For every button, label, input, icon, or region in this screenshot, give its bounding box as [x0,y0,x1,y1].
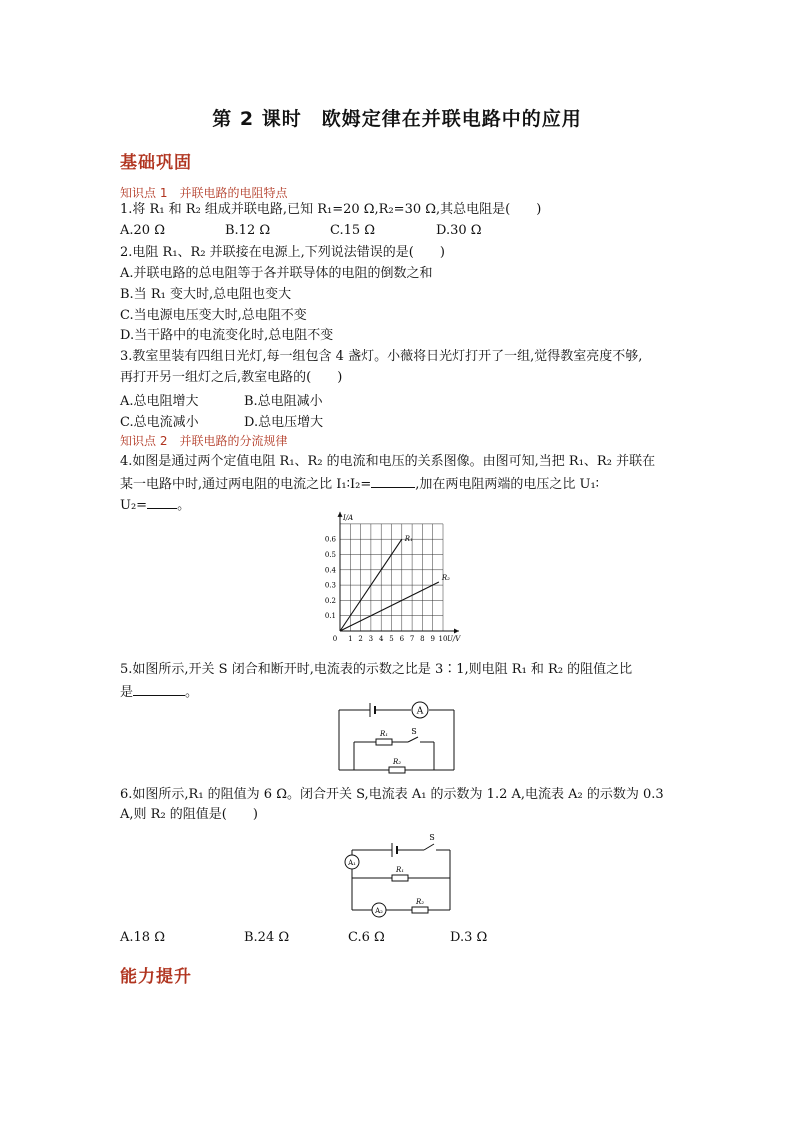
question-4-line-3 [120,495,190,515]
series-label-2: R₂ [441,574,450,583]
section-heading-advanced: 能力提升 [120,967,192,987]
resistor-r1-icon [376,739,392,745]
q2-option-d: D.当干路中的电流变化时,总电阻不变 [120,328,334,343]
circuit-diagram-5 [334,698,460,778]
series-label-1: R₁ [404,535,413,544]
q1-option-c: C.15 Ω [330,223,376,238]
question-3-line-2: 再打开另一组灯之后,教室电路的( ) [120,370,343,385]
section-heading-basic: 基础巩固 [120,153,192,173]
x-tick-label: 3 [368,635,374,643]
x-tick-label: 1 [348,635,353,643]
question-3-line-1: 3.教室里装有四组日光灯,每一组包含 4 盏灯。小薇将日光灯打开了一组,觉得教室亮度不够, [120,349,643,364]
switch-label: S [429,833,435,842]
q6-option-c: C.6 Ω [348,930,385,945]
q6-option-d: D.3 Ω [450,930,488,945]
q2-option-a: A.并联电路的总电阻等于各并联导体的电阻的倒数之和 [120,266,433,281]
question-4-line-1: 4.如图是通过两个定值电阻 R₁、R₂ 的电流和电压的关系图像。由图可知,当把 R₁、R₂ 并联在 [120,454,656,469]
x-tick-label: 7 [409,635,415,643]
resistor-r1-icon [392,875,408,881]
knowledge-point-1: 知识点 1 并联电路的电阻特点 [120,186,288,200]
x-tick-label: 4 [378,635,384,643]
resistor-r2-icon [389,767,405,773]
question-1-stem: 1.将 R₁ 和 R₂ 组成并联电路,已知 R₁=20 Ω,R₂=30 Ω,其总电阻是( ) [120,202,542,217]
circuit-diagram-6 [338,830,456,920]
switch-icon[interactable] [408,737,418,742]
q5-text-a: 是 [120,685,134,700]
r2-label: R₂ [415,898,425,906]
x-tick-label: 9 [430,635,435,643]
y-tick-label: 0.1 [324,612,336,621]
q4-text-b: ,加在两电阻两端的电压之比 U₁∶ [415,477,600,492]
question-5-line-2 [120,682,198,702]
q4-text-c: U₂= [120,498,148,513]
ammeter-a1-label: A₁ [348,859,356,867]
x-tick-label: 5 [389,635,394,643]
x-tick-label: 2 [358,635,363,643]
y-axis-label: I/A [343,513,354,522]
switch-icon[interactable] [424,844,434,850]
x-tick-label: 6 [399,635,405,643]
question-6-line-2: A,则 R₂ 的阻值是( ) [120,807,258,822]
q1-option-a: A.20 Ω [120,223,165,238]
q2-option-b: B.当 R₁ 变大时,总电阻也变大 [120,287,292,302]
question-4-line-2 [120,474,599,494]
r1-label: R₁ [395,866,405,874]
q4-answer-blank-1[interactable] [371,474,415,488]
question-2-stem: 2.电阻 R₁、R₂ 并联接在电源上,下列说法错误的是( ) [120,245,445,260]
q3-option-d: D.总电压增大 [244,415,324,430]
origin-label: 0 [332,635,338,643]
q6-option-a: A.18 Ω [120,930,165,945]
page-title: 第 2 课时 欧姆定律在并联电路中的应用 [212,108,582,130]
x-tick-label: 8 [420,635,425,643]
y-tick-label: 0.4 [324,566,336,575]
r2-label: R₂ [392,758,402,766]
y-tick-label: 0.3 [324,581,336,590]
switch-label: S [411,727,417,736]
ammeter-label: A [416,706,424,717]
ammeter-a2-label: A₂ [375,907,383,915]
question-6-line-1: 6.如图所示,R₁ 的阻值为 6 Ω。闭合开关 S,电流表 A₁ 的示数为 1.2 A,电流表 A₂ 的示数为 0.3 [120,787,664,802]
y-tick-label: 0.6 [324,535,336,544]
y-axis-arrow [338,512,343,517]
series-line-2 [340,582,439,631]
q3-option-a: A.总电阻增大 [120,394,199,409]
q3-option-c: C.总电流减小 [120,415,199,430]
q5-text-b: 。 [185,685,199,700]
x-axis-arrow [454,629,459,634]
y-tick-label: 0.2 [324,596,336,605]
q5-answer-blank[interactable] [133,682,185,696]
q4-answer-blank-2[interactable] [147,495,177,509]
resistor-r2-icon [412,907,428,913]
q1-option-b: B.12 Ω [225,223,271,238]
iu-chart [310,513,480,648]
x-tick-label: 10 [438,635,448,643]
y-tick-label: 0.5 [324,551,336,559]
q1-option-d: D.30 Ω [436,223,482,238]
x-axis-label: U/V [447,635,461,643]
q3-option-b: B.总电阻减小 [244,394,323,409]
q4-text-d: 。 [177,498,191,513]
q4-text-a: 某一电路中时,通过两电阻的电流之比 I₁∶I₂= [120,477,372,492]
r1-label: R₁ [379,730,389,738]
q6-option-b: B.24 Ω [244,930,290,945]
knowledge-point-2: 知识点 2 并联电路的分流规律 [120,434,288,448]
question-5-line-1: 5.如图所示,开关 S 闭合和断开时,电流表的示数之比是 3∶1,则电阻 R₁ 和 R₂ 的阻值之比 [120,662,633,677]
q2-option-c: C.当电源电压变大时,总电阻不变 [120,308,307,323]
